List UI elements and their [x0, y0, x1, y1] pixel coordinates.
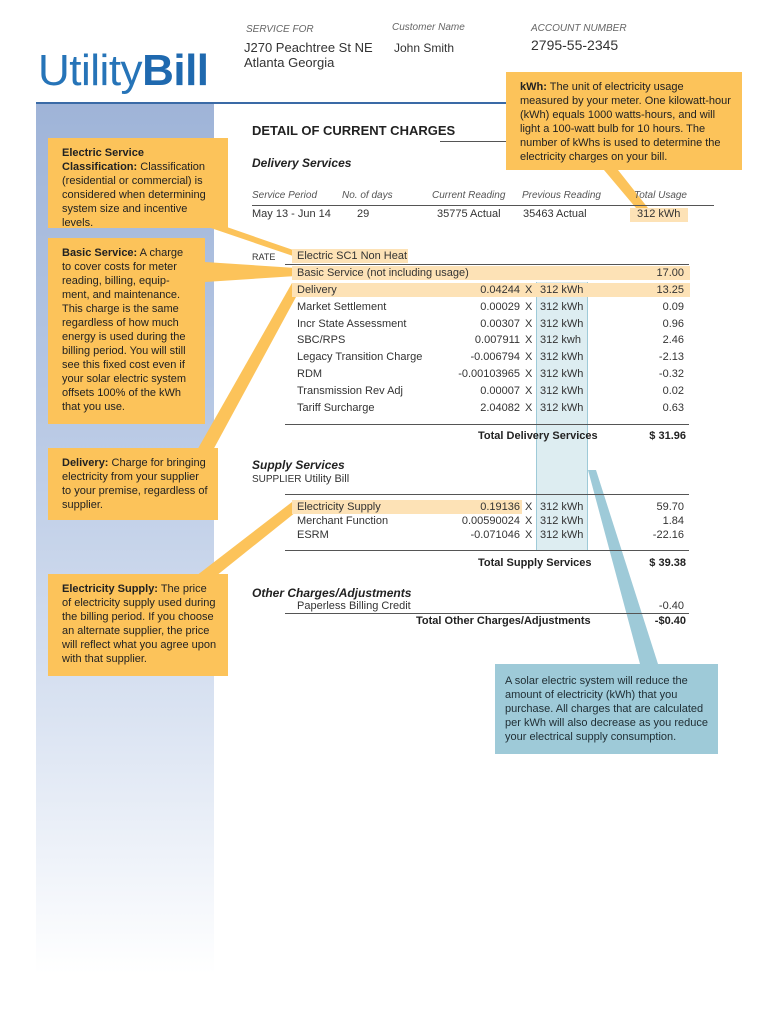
total-delivery-amount: $ 31.96 [649, 430, 686, 442]
charge-amount: 0.96 [662, 317, 684, 330]
charge-kwh: 312 kWh [540, 351, 584, 364]
charge-rate: 0.00029 [480, 300, 520, 313]
charge-amount: 1.84 [662, 515, 684, 527]
charge-amount: 13.25 [656, 284, 684, 296]
charge-multiply-sign: X [525, 284, 533, 296]
charge-kwh: 312 kWh [540, 284, 584, 296]
charge-amount: 2.46 [662, 334, 684, 347]
charge-multiply-sign: X [525, 401, 533, 414]
total-other-label: Total Other Charges/Adjustments [416, 615, 591, 627]
charge-rate: 2.04082 [480, 401, 520, 414]
usage-header-previous: Previous Reading [522, 190, 601, 201]
charge-kwh: 312 kWh [540, 501, 584, 513]
charge-kwh: 312 kWh [540, 401, 584, 414]
usage-header-days: No. of days [342, 190, 393, 201]
other-row-name: Paperless Billing Credit [297, 600, 411, 612]
callout-basic-service: Basic Service: A charge to cover costs for meter reading, billing, equip-ment, and maintenance. This charge is the same regardless of how much energy is used during the billing period. You will still see this fixed cost even if your solar electric system offsets 100% of the kWh that you use. [48, 238, 205, 424]
address-line1: J270 Peachtree St NE [244, 40, 373, 55]
charge-multiply-sign: X [525, 384, 533, 397]
basic-service-amount: 17.00 [656, 267, 684, 279]
service-for-label: SERVICE FOR [246, 24, 314, 35]
charge-multiply-sign: X [525, 300, 533, 313]
supply-total-rule [285, 550, 689, 551]
charge-name: ESRM [297, 529, 329, 541]
customer-name: John Smith [394, 41, 455, 55]
charge-multiply-sign: X [525, 368, 533, 380]
charge-name: Delivery [297, 284, 337, 296]
charge-amount: 0.09 [662, 300, 684, 313]
connector-basic [205, 262, 296, 282]
usage-total: 312 kWh [637, 208, 681, 220]
callout-classification: Electric Service Classification: Classification (residential or commercial) is considered when determining system size and incentive levels. [48, 138, 228, 228]
connector-kwh [604, 170, 648, 208]
callout-electricity-supply: Electricity Supply: The price of electricity supply used during the billing period. If you choose an alternate supplier, the price will reflect what you agree upon with that supplier. [48, 574, 228, 676]
charge-rate: 0.007911 [474, 334, 520, 347]
charge-kwh: 312 kwh [540, 334, 581, 347]
charge-amount: -2.13 [658, 351, 684, 364]
delivery-services-heading: Delivery Services [252, 156, 352, 170]
usage-current-reading: 35775 Actual [437, 208, 501, 220]
account-number: 2795-55-2345 [531, 37, 619, 53]
charge-kwh: 312 kWh [540, 529, 584, 541]
charge-kwh: 312 kWh [540, 317, 584, 330]
charge-name: Tariff Surcharge [297, 401, 375, 414]
other-total-rule [285, 613, 689, 614]
charge-kwh: 312 kWh [540, 368, 584, 380]
detail-title: DETAIL OF CURRENT CHARGES [252, 123, 456, 138]
usage-header-total: Total Usage [634, 190, 687, 201]
charge-amount: -22.16 [652, 529, 684, 541]
connector-delivery [196, 283, 296, 452]
charge-amount: 0.02 [662, 384, 684, 397]
usage-header-current: Current Reading [432, 190, 506, 201]
customer-name-label: Customer Name [392, 22, 465, 33]
callout-delivery: Delivery: Charge for bringing electricity from your supplier to your premise, regardless of supplier. [48, 448, 218, 520]
callout-kwh: kWh: The unit of electricity usage measured by your meter. One kilowatt-hour (kWh) equals 1000 watts-hours, and will light a 100-watt bulb for 10 hours. The number of kWhs is used to determine the electricity charges on your bill. [506, 72, 742, 170]
charge-name: Market Settlement [297, 300, 387, 313]
usage-header-rule [252, 205, 714, 206]
charge-rate: 0.00307 [480, 317, 520, 330]
charge-multiply-sign: X [525, 515, 533, 527]
rate-rule [285, 264, 689, 265]
charge-rate: 0.00590024 [461, 515, 520, 527]
charge-name: Electricity Supply [297, 501, 381, 513]
charge-kwh: 312 kWh [540, 515, 584, 527]
other-row-amount: -0.40 [658, 600, 684, 612]
charge-rate: 0.04244 [480, 284, 520, 296]
charge-multiply-sign: X [525, 529, 533, 541]
charge-name: Incr State Assessment [297, 317, 407, 330]
charge-amount: 0.63 [662, 401, 684, 414]
account-number-label: ACCOUNT NUMBER [531, 23, 627, 34]
charge-name: Legacy Transition Charge [297, 351, 423, 364]
usage-previous-reading: 35463 Actual [523, 208, 587, 220]
charge-name: SBC/RPS [297, 334, 346, 347]
total-other-amount: -$0.40 [654, 615, 686, 627]
rate-value: Electric SC1 Non Heat [297, 250, 408, 262]
callout-solar: A solar electric system will reduce the amount of electricity (kWh) that you purchase. All charges that are calculated per kWh will also decrease as you reduce your electrical supply consumption. [495, 664, 718, 754]
delivery-total-rule [285, 424, 689, 425]
address-line2: Atlanta Georgia [244, 55, 335, 70]
detail-title-rule [440, 141, 506, 142]
usage-header-period: Service Period [252, 190, 318, 201]
usage-days: 29 [357, 208, 370, 220]
charge-amount: -0.32 [658, 368, 684, 380]
charge-name: RDM [297, 368, 323, 380]
charge-rate: -0.00103965 [458, 368, 520, 380]
charge-amount: 59.70 [656, 501, 684, 513]
charge-kwh: 312 kWh [540, 300, 584, 313]
total-delivery-label: Total Delivery Services [478, 430, 598, 442]
total-supply-amount: $ 39.38 [649, 557, 686, 569]
other-charges-heading: Other Charges/Adjustments [252, 586, 412, 600]
charge-kwh: 312 kWh [540, 384, 584, 397]
charge-name: Transmission Rev Adj [297, 384, 403, 397]
utility-bill-logo: UtilityBill [38, 46, 209, 95]
supply-rule [285, 494, 689, 495]
charge-rate: -0.071046 [470, 529, 520, 541]
charge-rate: -0.006794 [470, 351, 520, 364]
charge-name: Merchant Function [297, 515, 389, 527]
charge-multiply-sign: X [525, 501, 533, 513]
usage-period: May 13 - Jun 14 [252, 208, 331, 220]
rate-label: RATE [252, 252, 276, 262]
charge-rate: 0.00007 [480, 384, 520, 397]
supplier-line: SUPPLIER Utility Bill [252, 473, 350, 485]
basic-service-label: Basic Service (not including usage) [297, 267, 469, 279]
charge-multiply-sign: X [525, 351, 533, 364]
supply-services-heading: Supply Services [252, 458, 345, 472]
charge-multiply-sign: X [525, 317, 533, 330]
charge-multiply-sign: X [525, 334, 533, 347]
charge-rate: 0.19136 [480, 501, 520, 513]
total-supply-label: Total Supply Services [478, 557, 592, 569]
